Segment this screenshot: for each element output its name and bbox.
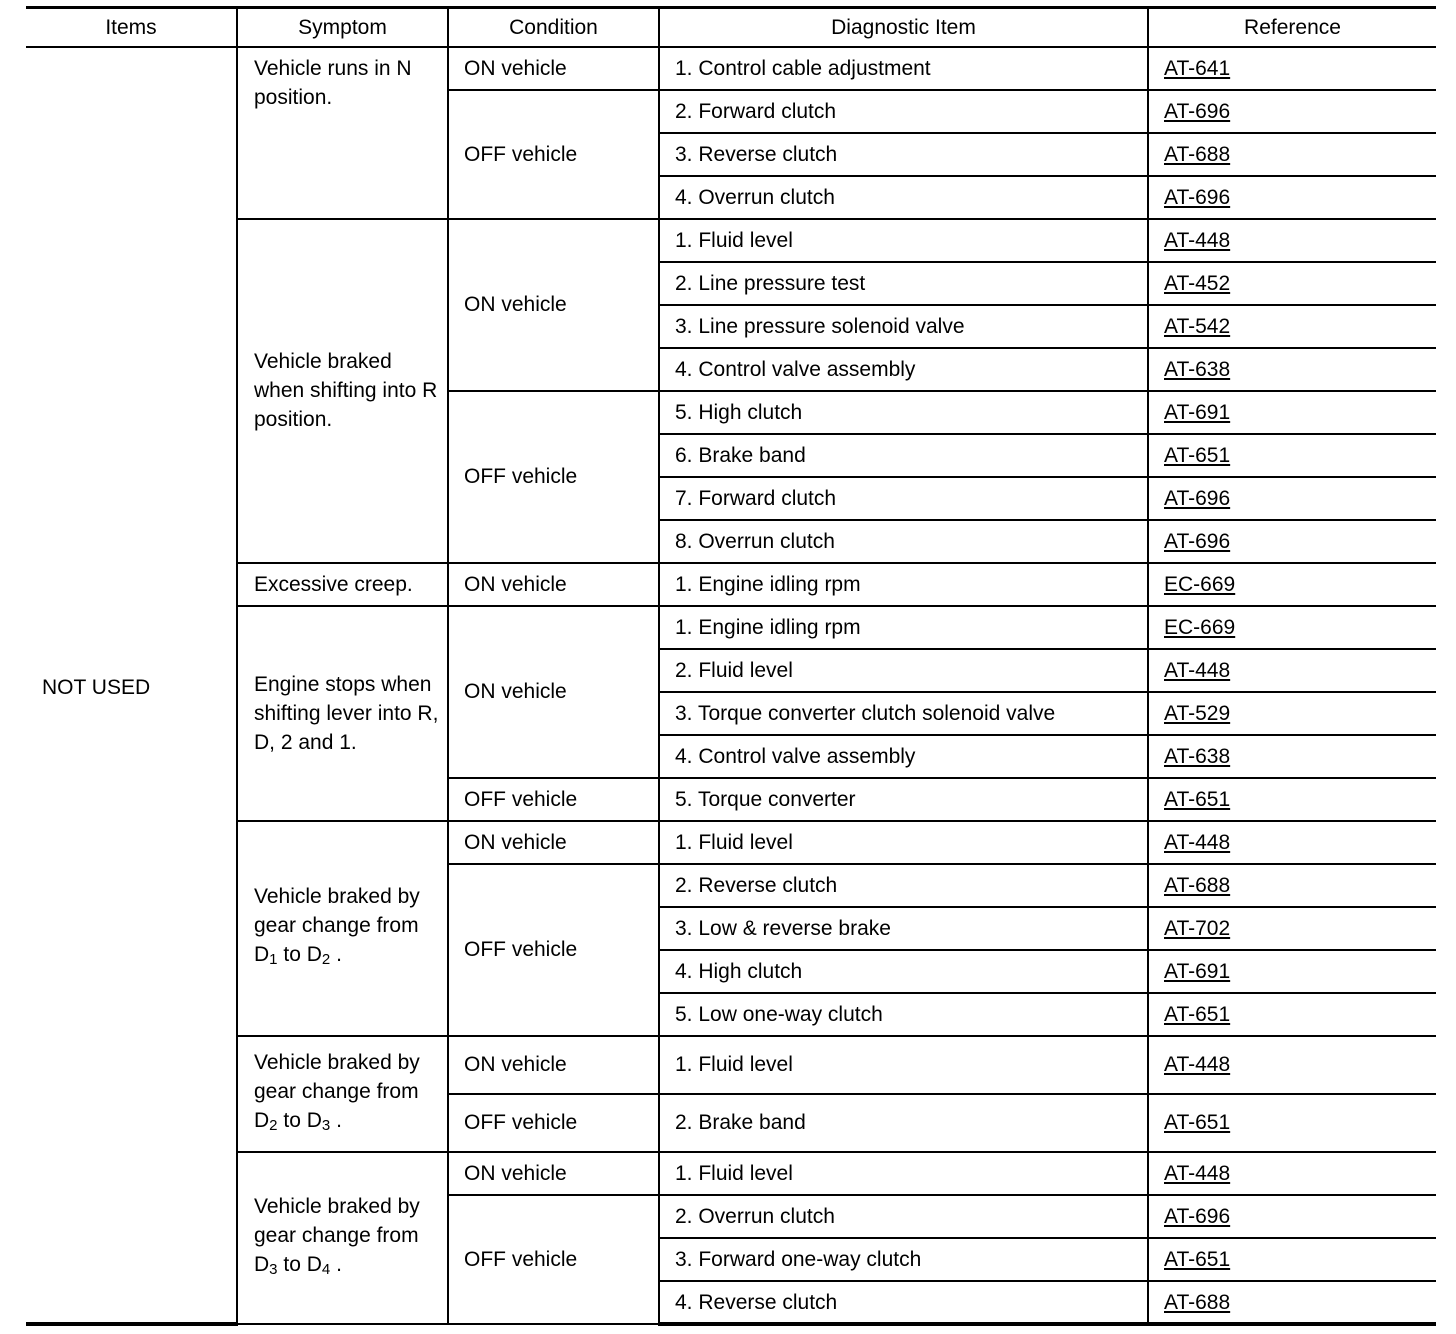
- reference-cell: [1148, 133, 1436, 176]
- items-cell: NOT USED: [26, 47, 237, 1324]
- symptom-cell: Vehicle runs in N position.: [237, 47, 448, 219]
- table-row: [26, 606, 1436, 649]
- header-reference: Reference: [1148, 8, 1436, 47]
- reference-link[interactable]: EC-669: [1164, 615, 1236, 639]
- reference-cell: [1148, 176, 1436, 219]
- diagnostic-item-cell: 3. Torque converter clutch solenoid valve: [659, 692, 1148, 735]
- reference-link[interactable]: AT-638: [1164, 744, 1231, 768]
- reference-cell: [1148, 950, 1436, 993]
- symptom-cell: Vehicle braked when shifting into R position.: [237, 219, 448, 563]
- table-row: [26, 1036, 1436, 1094]
- reference-link[interactable]: AT-696: [1164, 486, 1231, 510]
- gear-from-subscript: 3: [269, 1260, 278, 1278]
- symptom-text: .: [336, 1108, 342, 1132]
- diagnostic-item-cell: 2. Forward clutch: [659, 90, 1148, 133]
- reference-link[interactable]: AT-696: [1164, 99, 1231, 123]
- reference-link[interactable]: AT-448: [1164, 1053, 1231, 1076]
- table-row: [26, 219, 1436, 262]
- diagnostic-item-cell: 7. Forward clutch: [659, 477, 1148, 520]
- reference-link[interactable]: AT-651: [1164, 1002, 1231, 1026]
- condition-cell: ON vehicle: [448, 47, 659, 90]
- diagnostic-item-cell: 5. Torque converter: [659, 778, 1148, 821]
- diagnostic-item-cell: 8. Overrun clutch: [659, 520, 1148, 563]
- gear-from-subscript: 2: [269, 1116, 278, 1134]
- reference-cell: [1148, 778, 1436, 821]
- diagnostic-item-cell: 4. Overrun clutch: [659, 176, 1148, 219]
- symptom-text: Vehicle braked by gear change from D: [254, 1194, 420, 1276]
- reference-cell: [1148, 262, 1436, 305]
- diagnostic-item-cell: 4. High clutch: [659, 950, 1148, 993]
- reference-cell: [1148, 563, 1436, 606]
- table-row: [26, 1152, 1436, 1195]
- diagnostic-item-cell: 4. Reverse clutch: [659, 1281, 1148, 1324]
- reference-link[interactable]: AT-448: [1164, 830, 1231, 854]
- reference-link[interactable]: EC-669: [1164, 572, 1236, 596]
- symptom-cell: [237, 821, 448, 1036]
- diagnostic-item-cell: 6. Brake band: [659, 434, 1148, 477]
- reference-cell: [1148, 520, 1436, 563]
- diagnostic-item-cell: 1. Engine idling rpm: [659, 563, 1148, 606]
- reference-cell: [1148, 391, 1436, 434]
- reference-link[interactable]: AT-448: [1164, 658, 1231, 682]
- reference-link[interactable]: AT-452: [1164, 271, 1231, 295]
- diagnostic-item-cell: 2. Line pressure test: [659, 262, 1148, 305]
- header-diagnostic-item: Diagnostic Item: [659, 8, 1148, 47]
- reference-cell: [1148, 47, 1436, 90]
- reference-cell: [1148, 692, 1436, 735]
- reference-cell: [1148, 821, 1436, 864]
- symptom-text: .: [336, 943, 342, 966]
- symptom-text: to D: [283, 943, 322, 966]
- diagnostic-item-cell: 3. Line pressure solenoid valve: [659, 305, 1148, 348]
- table-row: [26, 563, 1436, 606]
- diagnostic-table: [26, 6, 1436, 1326]
- reference-link[interactable]: AT-691: [1164, 959, 1231, 983]
- reference-cell: [1148, 305, 1436, 348]
- reference-cell: [1148, 606, 1436, 649]
- symptom-cell: [237, 1152, 448, 1324]
- diagnostic-item-cell: 1. Fluid level: [659, 821, 1148, 864]
- reference-link[interactable]: AT-529: [1164, 701, 1231, 725]
- condition-cell: OFF vehicle: [448, 778, 659, 821]
- reference-link[interactable]: AT-651: [1164, 1111, 1231, 1134]
- symptom-cell: Engine stops when shifting lever into R, D, 2 and 1.: [237, 606, 448, 821]
- diagnostic-table-container: [26, 6, 1436, 1326]
- symptom-text: Vehicle braked by gear change from D: [254, 1050, 420, 1132]
- reference-cell: [1148, 434, 1436, 477]
- reference-link[interactable]: AT-696: [1164, 185, 1231, 209]
- diagnostic-item-cell: 2. Brake band: [659, 1094, 1148, 1152]
- reference-cell: [1148, 477, 1436, 520]
- symptom-text: Vehicle braked by gear change from D: [254, 885, 420, 966]
- diagnostic-item-cell: 2. Overrun clutch: [659, 1195, 1148, 1238]
- reference-link[interactable]: AT-691: [1164, 400, 1231, 424]
- condition-cell: OFF vehicle: [448, 391, 659, 563]
- diagnostic-item-cell: 2. Fluid level: [659, 649, 1148, 692]
- condition-cell: ON vehicle: [448, 1036, 659, 1094]
- condition-cell: ON vehicle: [448, 1152, 659, 1195]
- reference-cell: [1148, 864, 1436, 907]
- condition-cell: ON vehicle: [448, 821, 659, 864]
- table-row: [26, 821, 1436, 864]
- header-condition: Condition: [448, 8, 659, 47]
- symptom-text: to D: [283, 1108, 322, 1132]
- reference-link[interactable]: AT-641: [1164, 56, 1231, 80]
- reference-link[interactable]: AT-696: [1164, 1204, 1231, 1228]
- reference-link[interactable]: AT-696: [1164, 529, 1231, 553]
- diagnostic-item-cell: 4. Control valve assembly: [659, 348, 1148, 391]
- reference-link[interactable]: AT-651: [1164, 1247, 1231, 1271]
- reference-link[interactable]: AT-542: [1164, 314, 1231, 338]
- reference-cell: [1148, 649, 1436, 692]
- reference-link[interactable]: AT-688: [1164, 1290, 1231, 1314]
- reference-cell: [1148, 90, 1436, 133]
- diagnostic-item-cell: 1. Engine idling rpm: [659, 606, 1148, 649]
- header-items: Items: [26, 8, 237, 47]
- reference-cell: [1148, 348, 1436, 391]
- condition-cell: OFF vehicle: [448, 1094, 659, 1152]
- diagnostic-item-cell: 1. Control cable adjustment: [659, 47, 1148, 90]
- reference-cell: [1148, 1238, 1436, 1281]
- condition-cell: OFF vehicle: [448, 90, 659, 219]
- reference-link[interactable]: AT-688: [1164, 873, 1231, 897]
- reference-cell: [1148, 993, 1436, 1036]
- reference-cell: [1148, 907, 1436, 950]
- diagnostic-item-cell: 5. Low one-way clutch: [659, 993, 1148, 1036]
- reference-cell: [1148, 1094, 1436, 1152]
- symptom-cell: Excessive creep.: [237, 563, 448, 606]
- diagnostic-item-cell: 3. Reverse clutch: [659, 133, 1148, 176]
- reference-link[interactable]: AT-688: [1164, 142, 1231, 166]
- reference-link[interactable]: AT-448: [1164, 1161, 1231, 1185]
- symptom-text: .: [336, 1252, 342, 1276]
- reference-link[interactable]: AT-651: [1164, 787, 1231, 811]
- reference-cell: [1148, 219, 1436, 262]
- gear-from-subscript: 1: [269, 951, 278, 968]
- gear-to-subscript: 2: [321, 951, 331, 968]
- reference-link[interactable]: AT-702: [1164, 916, 1231, 940]
- condition-cell: OFF vehicle: [448, 864, 659, 1036]
- condition-cell: ON vehicle: [448, 606, 659, 778]
- gear-to-subscript: 4: [321, 1260, 331, 1278]
- symptom-cell: [237, 1036, 448, 1152]
- diagnostic-item-cell: 3. Forward one-way clutch: [659, 1238, 1148, 1281]
- symptom-text: to D: [283, 1252, 322, 1276]
- reference-link[interactable]: AT-448: [1164, 228, 1231, 252]
- reference-cell: [1148, 1152, 1436, 1195]
- diagnostic-item-cell: 1. Fluid level: [659, 219, 1148, 262]
- condition-cell: OFF vehicle: [448, 1195, 659, 1324]
- diagnostic-item-cell: 5. High clutch: [659, 391, 1148, 434]
- table-body: [26, 47, 1436, 1324]
- reference-cell: [1148, 1281, 1436, 1324]
- header-symptom: Symptom: [237, 8, 448, 47]
- diagnostic-item-cell: 1. Fluid level: [659, 1152, 1148, 1195]
- condition-cell: ON vehicle: [448, 563, 659, 606]
- reference-cell: [1148, 1195, 1436, 1238]
- reference-link[interactable]: AT-638: [1164, 357, 1231, 381]
- header-row: [26, 8, 1436, 47]
- diagnostic-item-cell: 4. Control valve assembly: [659, 735, 1148, 778]
- reference-cell: [1148, 735, 1436, 778]
- reference-cell: [1148, 1036, 1436, 1094]
- diagnostic-item-cell: 2. Reverse clutch: [659, 864, 1148, 907]
- diagnostic-item-cell: 1. Fluid level: [659, 1036, 1148, 1094]
- gear-to-subscript: 3: [321, 1116, 331, 1134]
- table-row: [26, 47, 1436, 90]
- reference-link[interactable]: AT-651: [1164, 443, 1231, 467]
- condition-cell: ON vehicle: [448, 219, 659, 391]
- diagnostic-item-cell: 3. Low & reverse brake: [659, 907, 1148, 950]
